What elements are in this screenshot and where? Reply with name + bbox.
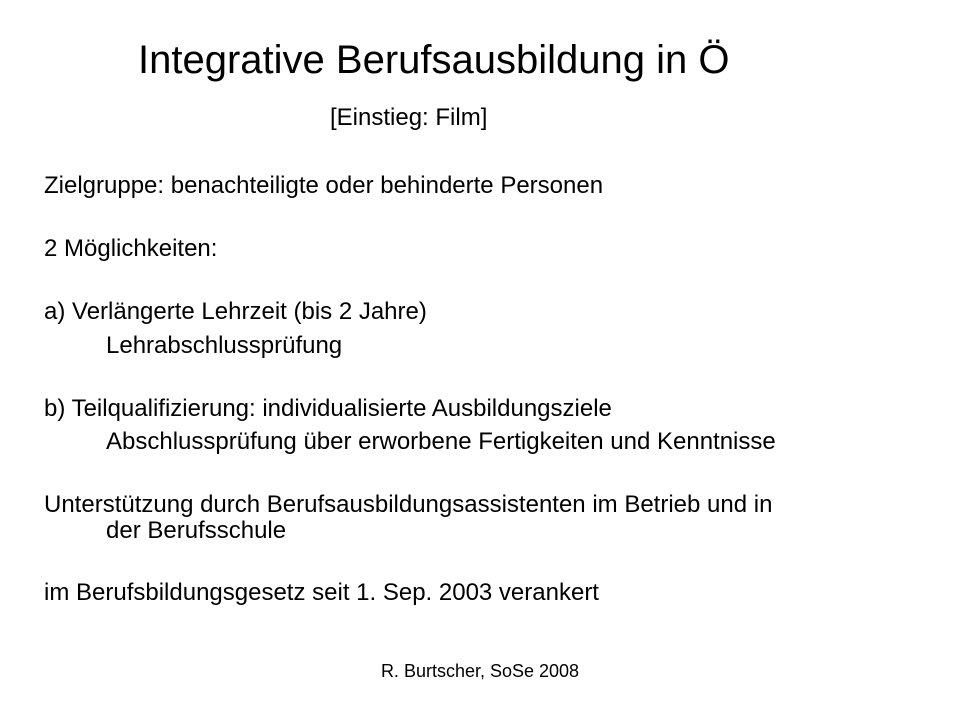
slide-footer: R. Burtscher, SoSe 2008 [380,661,580,681]
support-line: Unterstützung durch Berufsausbildungsassistenten im Betrieb und in [44,491,773,518]
option-a-line: a) Verlängerte Lehrzeit (bis 2 Jahre) [44,298,427,325]
options-heading: 2 Möglichkeiten: [44,235,218,262]
support-line-continuation: der Berufsschule [106,517,287,544]
option-b-line: b) Teilqualifizierung: individualisierte Ausbildungsziele [44,395,612,422]
law-line: im Berufsbildungsgesetz seit 1. Sep. 2003 verankert [44,579,599,606]
option-b-detail: Abschlussprüfung über erworbene Fertigkeiten und Kenntnisse [106,428,776,455]
slide-title: Integrative Berufsausbildung in Ö [138,38,730,82]
slide-subtitle: [Einstieg: Film] [330,104,488,131]
target-group-line: Zielgruppe: benachteiligte oder behinderte Personen [44,172,604,199]
option-a-detail: Lehrabschlussprüfung [106,332,343,359]
